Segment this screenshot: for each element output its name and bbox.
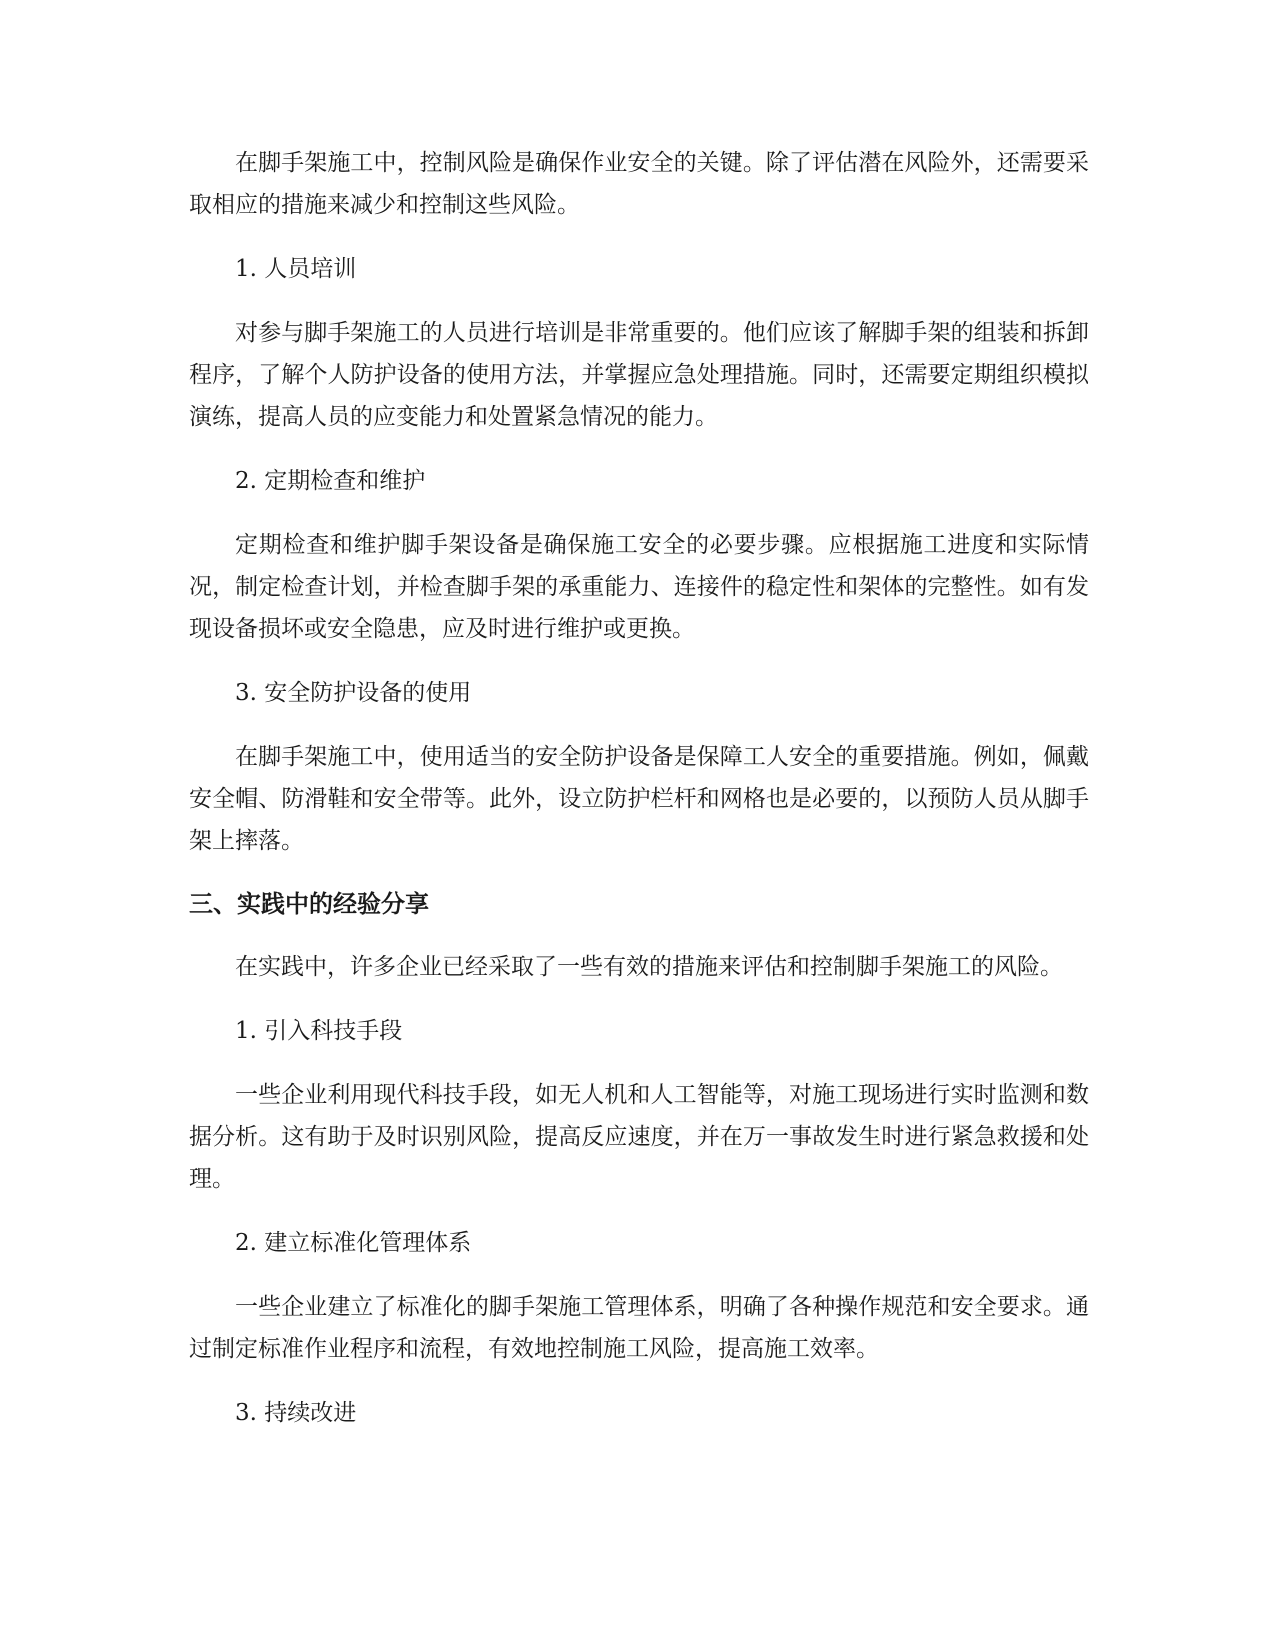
paragraph-intro: 在脚手架施工中，控制风险是确保作业安全的关键。除了评估潜在风险外，还需要采取相应的措施来减少和控制这些风险。 xyxy=(189,150,1089,218)
paragraph-experience-intro: 在实践中，许多企业已经采取了一些有效的措施来评估和控制脚手架施工的风险。 xyxy=(235,954,1063,980)
paragraph-protective-equipment: 在脚手架施工中，使用适当的安全防护设备是保障工人安全的重要措施。例如，佩戴安全帽、防滑鞋和安全带等。此外，设立防护栏杆和网格也是必要的，以预防人员从脚手架上摔落。 xyxy=(189,744,1089,854)
paragraph-standardization: 一些企业建立了标准化的脚手架施工管理体系，明确了各种操作规范和安全要求。通过制定标准作业程序和流程，有效地控制施工风险，提高施工效率。 xyxy=(189,1294,1089,1362)
list-item-protective-equipment: 3. 安全防护设备的使用 xyxy=(235,680,472,706)
document-page xyxy=(189,142,1089,1434)
paragraph-technology: 一些企业利用现代科技手段，如无人机和人工智能等，对施工现场进行实时监测和数据分析。这有助于及时识别风险，提高反应速度，并在万一事故发生时进行紧急救援和处理。 xyxy=(189,1082,1089,1192)
list-item-technology: 1. 引入科技手段 xyxy=(235,1018,403,1044)
list-item-standardization: 2. 建立标准化管理体系 xyxy=(235,1230,472,1256)
list-item-personnel-training: 1. 人员培训 xyxy=(235,256,357,282)
paragraph-training: 对参与脚手架施工的人员进行培训是非常重要的。他们应该了解脚手架的组装和拆卸程序，了解个人防护设备的使用方法，并掌握应急处理措施。同时，还需要定期组织模拟演练，提高人员的应变能力和处置紧急情况的能力。 xyxy=(189,320,1089,430)
list-item-inspection: 2. 定期检查和维护 xyxy=(235,468,426,494)
list-item-continuous-improvement: 3. 持续改进 xyxy=(235,1400,357,1426)
paragraph-inspection: 定期检查和维护脚手架设备是确保施工安全的必要步骤。应根据施工进度和实际情况，制定检查计划，并检查脚手架的承重能力、连接件的稳定性和架体的完整性。如有发现设备损坏或安全隐患，应及时进行维护或更换。 xyxy=(189,532,1089,642)
section-heading-experience: 三、实践中的经验分享 xyxy=(189,890,429,918)
